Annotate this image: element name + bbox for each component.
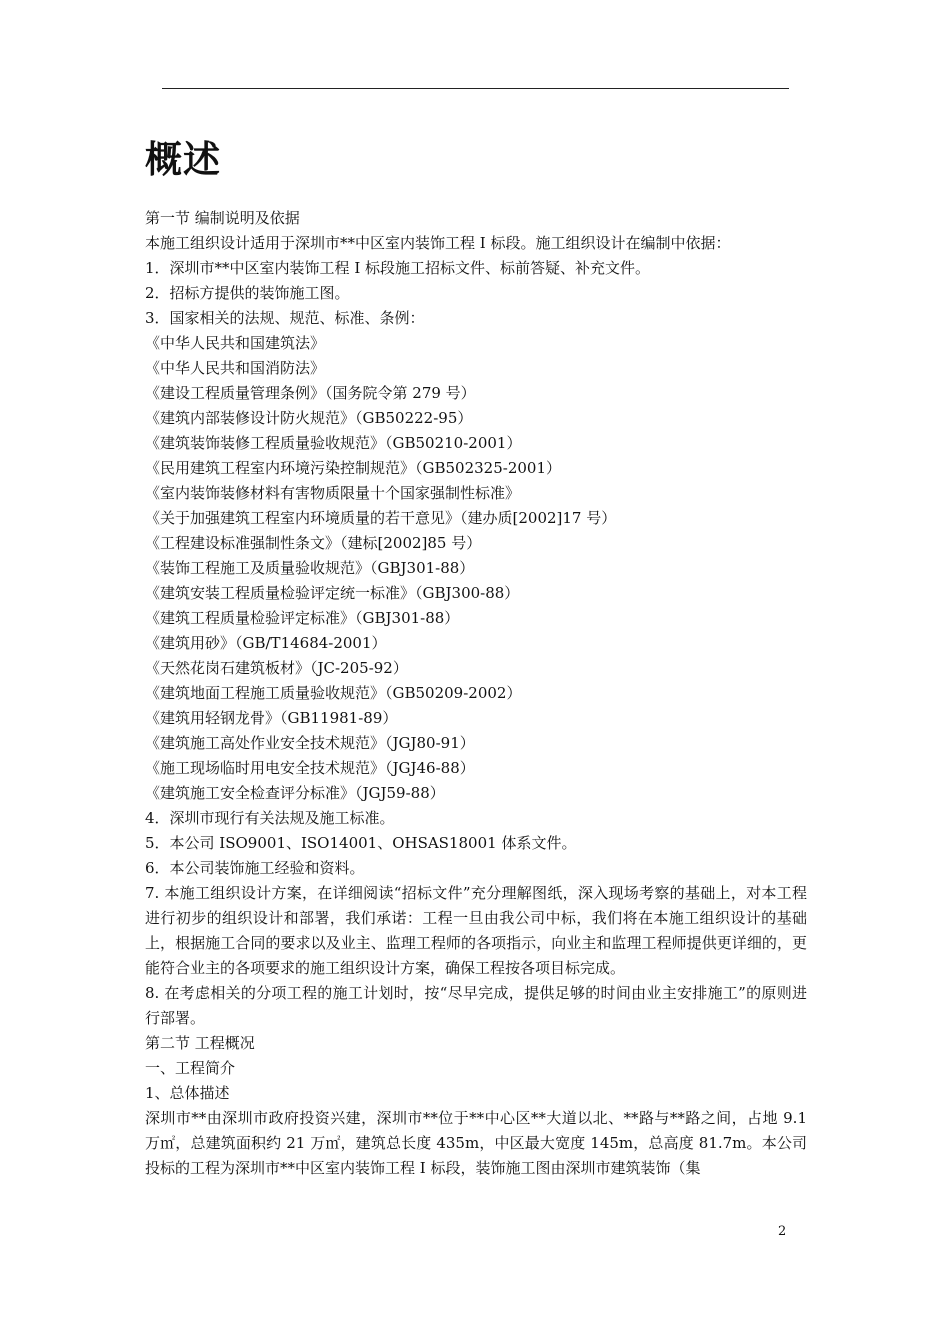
document-line: 《建筑内部装修设计防火规范》（GB50222-95） [145, 409, 473, 427]
document-lines [145, 206, 807, 881]
document-line: 《装饰工程施工及质量验收规范》（GBJ301-88） [145, 559, 475, 577]
document-line: 1．深圳市**中区室内装饰工程 I 标段施工招标文件、标前答疑、补充文件。 [145, 259, 651, 277]
document-line: 《建筑工程质量检验评定标准》（GBJ301-88） [145, 609, 460, 627]
document-line: 《建筑施工高处作业安全技术规范》（JGJ80-91） [145, 734, 475, 752]
section-heading-2: 第二节 工程概况 [145, 1034, 255, 1052]
document-line: 《建筑地面工程施工质量验收规范》（GB50209-2002） [145, 684, 522, 702]
document-line: 《建设工程质量管理条例》（国务院令第 279 号） [145, 384, 476, 402]
document-line: 5．本公司 ISO9001、ISO14001、OHSAS18001 体系文件。 [145, 834, 577, 852]
document-line: 《天然花岗石建筑板材》（JC-205-92） [145, 659, 408, 677]
document-line: 《关于加强建筑工程室内环境质量的若干意见》（建办质[2002]17 号） [145, 509, 617, 527]
document-line: 2．招标方提供的装饰施工图。 [145, 284, 350, 302]
document-line: 《中华人民共和国消防法》 [145, 359, 326, 377]
document-line: 《建筑安装工程质量检验评定统一标准》（GBJ300-88） [145, 584, 520, 602]
document-line: 《民用建筑工程室内环境污染控制规范》（GB502325-2001） [145, 459, 562, 477]
header-rule [162, 88, 789, 89]
document-line: 《建筑施工安全检查评分标准》（JGJ59-88） [145, 784, 445, 802]
subheading-overall-description: 1、总体描述 [145, 1084, 230, 1102]
document-line: 6．本公司装饰施工经验和资料。 [145, 859, 365, 877]
document-line: 《中华人民共和国建筑法》 [145, 334, 326, 352]
paragraph-7: 7. 本施工组织设计方案，在详细阅读“招标文件”充分理解图纸，深入现场考察的基础上，对本工程进行初步的组织设计和部署，我们承诺：工程一旦由我公司中标，我们将在本施工组织设计的基础上，根据施工合同的要求以及业主、监理工程师的各项指示，向业主和监理工程师提供更详细的，更能符合业主的各项要求的施工组织设计方案，确保工程按各项目标完成。 [145, 884, 807, 977]
document-line: 4．深圳市现行有关法规及施工标准。 [145, 809, 395, 827]
page-number: 2 [778, 1224, 787, 1239]
document-line: 《建筑装饰装修工程质量验收规范》（GB50210-2001） [145, 434, 522, 452]
paragraph-8: 8. 在考虑相关的分项工程的施工计划时，按“尽早完成，提供足够的时间由业主安排施工”的原则进行部署。 [145, 984, 807, 1027]
document-line: 《室内装饰装修材料有害物质限量十个国家强制性标准》 [145, 484, 521, 502]
page-title: 概述 [145, 138, 221, 181]
document-line: 《工程建设标准强制性条文》（建标[2002]85 号） [145, 534, 482, 552]
document-body [145, 206, 807, 1181]
document-line: 《施工现场临时用电安全技术规范》（JGJ46-88） [145, 759, 475, 777]
subheading-project-intro: 一、工程简介 [145, 1059, 236, 1077]
document-line: 本施工组织设计适用于深圳市**中区室内装饰工程 I 标段。施工组织设计在编制中依据： [145, 234, 731, 252]
document-line: 第一节 编制说明及依据 [145, 209, 300, 227]
paragraph-overview: 深圳市**由深圳市政府投资兴建，深圳市**位于**中心区**大道以北、**路与**路之间，占地 9.1 万㎡，总建筑面积约 21 万㎡，建筑总长度 435m，中区最大宽度 145m，总高度 81.7m。本公司投标的工程为深圳市**中区室内装饰工程 I 标段，装饰施工图由深圳市建筑装饰（集 [145, 1109, 807, 1177]
document-line: 《建筑用轻钢龙骨》（GB11981-89） [145, 709, 398, 727]
document-line: 《建筑用砂》（GB/T14684-2001） [145, 634, 387, 652]
document-line: 3．国家相关的法规、规范、标准、条例： [145, 309, 425, 327]
